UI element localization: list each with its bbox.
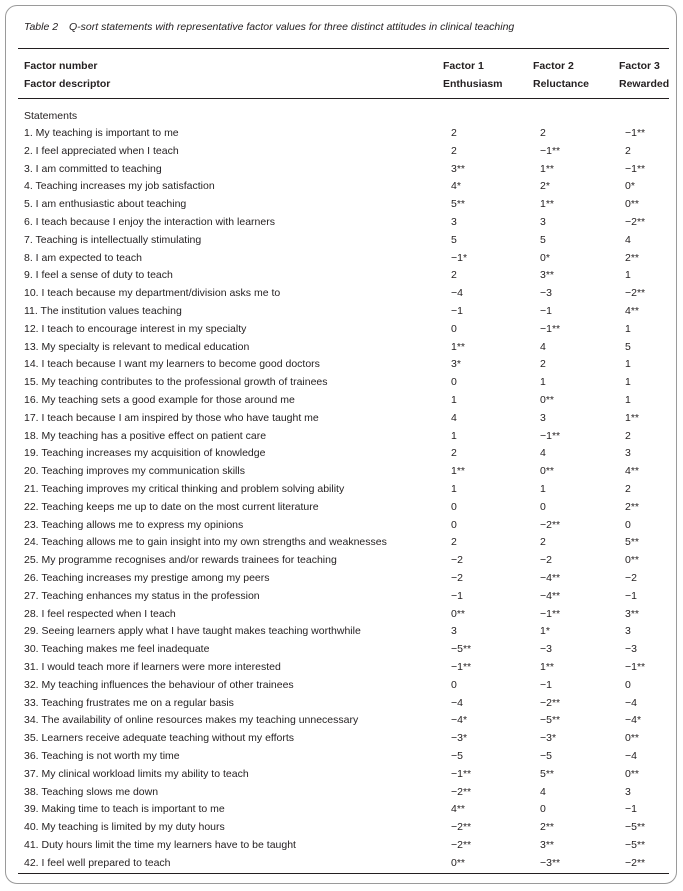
factor-3-value: 2: [625, 429, 631, 442]
table-row: [0, 411, 683, 429]
factor-1-value: 0**: [451, 607, 466, 620]
factor-1-value: 3*: [451, 358, 461, 371]
factor-3-value: 3: [625, 447, 631, 460]
statement-text: 4. Teaching increases my job satisfaction: [24, 180, 215, 193]
statement-text: 18. My teaching has a positive effect on patient care: [24, 429, 267, 442]
table-row: [0, 322, 683, 340]
factor-3-number: Factor 3: [619, 60, 660, 72]
factor-number-label: Factor number: [24, 60, 98, 72]
section-label: Statements: [24, 110, 78, 122]
table-row: [0, 660, 683, 678]
factor-2-value: 3**: [540, 839, 555, 851]
table-row: [0, 731, 683, 749]
statement-text: 9. I feel a sense of duty to teach: [24, 269, 173, 282]
factor-2-value: −5**: [540, 714, 561, 727]
statement-text: 25. My programme recognises and/or rewards trainees for teaching: [24, 554, 337, 567]
factor-2-value: 0: [540, 803, 546, 816]
factor-1-value: −1: [451, 589, 463, 602]
statement-text: 37. My clinical workload limits my ability to teach: [24, 767, 249, 780]
factor-1-value: 0: [451, 376, 457, 389]
factor-3-value: 0**: [625, 198, 640, 211]
factor-2-value: 1*: [540, 625, 550, 638]
factor-1-value: −2: [451, 572, 463, 584]
factor-2-value: 0**: [540, 465, 555, 478]
factor-1-value: 0: [451, 678, 457, 691]
factor-2-value: −3*: [540, 732, 557, 745]
table-row: [0, 179, 683, 197]
factor-3-value: −1: [625, 589, 637, 602]
factor-1-value: 0**: [451, 856, 466, 869]
factor-1-value: 2: [451, 144, 457, 157]
statement-text: 33. Teaching frustrates me on a regular basis: [24, 696, 234, 709]
factor-1-value: −1*: [451, 251, 468, 264]
factor-1-value: −5**: [451, 643, 472, 656]
statement-text: 23. Teaching allows me to express my opinions: [24, 518, 244, 531]
factor-3-value: 2: [625, 483, 631, 495]
table-row: [0, 144, 683, 162]
factor-3-value: 2**: [625, 251, 640, 264]
table-row: [0, 286, 683, 304]
statement-text: 21. Teaching improves my critical thinking and problem solving ability: [24, 483, 345, 495]
table-row: [0, 589, 683, 607]
factor-1-value: 2: [451, 536, 457, 549]
statement-text: 1. My teaching is important to me: [24, 127, 179, 139]
statement-text: 30. Teaching makes me feel inadequate: [24, 643, 210, 656]
table-row: [0, 607, 683, 625]
factor-1-value: −3*: [451, 732, 468, 745]
factor-1-value: −2**: [451, 821, 472, 834]
factor-1-value: 0: [451, 518, 457, 531]
table-row: [0, 340, 683, 358]
factor-1-value: 1: [451, 483, 457, 495]
factor-2-value: 3: [540, 411, 546, 424]
statement-text: 5. I am enthusiastic about teaching: [24, 198, 187, 211]
table-row: [0, 696, 683, 714]
factor-1-number: Factor 1: [443, 60, 484, 72]
statement-text: 42. I feel well prepared to teach: [24, 856, 171, 869]
factor-3-value: 0**: [625, 732, 640, 745]
table-row: [0, 535, 683, 553]
factor-2-value: 0*: [540, 251, 550, 264]
factor-2-number: Factor 2: [533, 60, 574, 72]
table-row: [0, 678, 683, 696]
factor-2-value: 4: [540, 447, 546, 460]
factor-3-value: −4*: [625, 714, 642, 727]
factor-2-value: −1**: [540, 607, 561, 620]
statement-text: 12. I teach to encourage interest in my specialty: [24, 322, 247, 335]
factor-3-value: −1**: [625, 127, 646, 139]
factor-3-value: 0: [625, 518, 631, 531]
statement-text: 19. Teaching increases my acquisition of knowledge: [24, 447, 266, 460]
factor-3-value: −2: [625, 572, 637, 584]
statement-text: 14. I teach because I want my learners to become good doctors: [24, 358, 320, 371]
factor-1-value: 2: [451, 269, 457, 282]
factor-1-value: 1**: [451, 465, 466, 478]
top-rule: [18, 48, 669, 49]
factor-1-value: 4**: [451, 803, 466, 816]
factor-3-value: 0**: [625, 767, 640, 780]
factor-2-value: −1: [540, 305, 552, 317]
factor-1-value: 0: [451, 500, 457, 513]
table-title: Q-sort statements with representative factor values for three distinct attitudes in clinical teaching: [68, 21, 515, 33]
factor-1-value: −1**: [451, 661, 472, 673]
table-row: [0, 233, 683, 251]
factor-3-value: 1**: [625, 411, 640, 424]
statement-text: 13. My specialty is relevant to medical education: [24, 340, 250, 353]
statement-text: 20. Teaching improves my communication skills: [24, 465, 245, 478]
statement-text: 16. My teaching sets a good example for those around me: [24, 394, 295, 406]
statement-text: 11. The institution values teaching: [24, 305, 182, 317]
statement-text: 39. Making time to teach is important to me: [24, 803, 225, 816]
factor-2-value: 4: [540, 340, 546, 353]
factor-3-value: −4: [625, 696, 637, 709]
table-caption: [24, 21, 514, 33]
table-row: [0, 571, 683, 589]
factor-2-value: 4: [540, 785, 546, 798]
factor-2-value: −5: [540, 750, 552, 762]
factor-1-value: 5: [451, 233, 457, 246]
factor-3-value: 0**: [625, 554, 640, 567]
factor-3-value: 5**: [625, 536, 640, 549]
table-row: [0, 642, 683, 660]
factor-2-value: −4**: [540, 572, 561, 584]
factor-descriptor-label: Factor descriptor: [24, 78, 111, 90]
table-row: [0, 304, 683, 322]
factor-2-value: −3: [540, 643, 552, 656]
factor-3-value: −3: [625, 643, 637, 656]
factor-3-value: −5**: [625, 821, 646, 834]
factor-3-value: −5**: [625, 839, 646, 851]
statement-text: 3. I am committed to teaching: [24, 162, 162, 175]
factor-2-value: 2**: [540, 821, 555, 834]
factor-2-value: 2*: [540, 180, 550, 193]
statement-text: 26. Teaching increases my prestige among my peers: [24, 572, 270, 584]
factor-2-value: −1**: [540, 429, 561, 442]
table-row: [0, 197, 683, 215]
factor-1-value: −4*: [451, 714, 468, 727]
factor-3-value: 1: [625, 358, 631, 371]
factor-3-value: 1: [625, 394, 631, 406]
factor-2-value: −1**: [540, 144, 561, 157]
table-row: [0, 856, 683, 874]
table-row: [0, 162, 683, 180]
factor-2-value: 5: [540, 233, 546, 246]
statement-text: 31. I would teach more if learners were more interested: [24, 661, 281, 673]
factor-1-value: 4: [451, 411, 457, 424]
table-row: [0, 767, 683, 785]
factor-2-value: 3: [540, 216, 546, 228]
factor-2-value: 2: [540, 127, 546, 139]
statement-text: 24. Teaching allows me to gain insight into my own strengths and weaknesses: [24, 536, 387, 549]
factor-1-value: −2**: [451, 839, 472, 851]
statement-text: 8. I am expected to teach: [24, 251, 142, 264]
table-row: [0, 215, 683, 233]
factor-2-value: 3**: [540, 269, 555, 282]
factor-1-descriptor: Enthusiasm: [443, 78, 503, 90]
factor-2-value: −2**: [540, 518, 561, 531]
factor-1-value: 5**: [451, 198, 466, 211]
factor-2-value: 2: [540, 536, 546, 549]
table-row: [0, 553, 683, 571]
table-row: [0, 375, 683, 393]
table-row: [0, 802, 683, 820]
factor-3-value: 0: [625, 678, 631, 691]
table-row: [0, 268, 683, 286]
factor-2-value: −1**: [540, 322, 561, 335]
factor-1-value: 1**: [451, 340, 466, 353]
factor-1-value: −1**: [451, 767, 472, 780]
statement-text: 7. Teaching is intellectually stimulating: [24, 233, 202, 246]
factor-1-value: −4: [451, 696, 463, 709]
statement-text: 6. I teach because I enjoy the interaction with learners: [24, 216, 275, 228]
factor-3-value: 1: [625, 269, 631, 282]
statement-text: 2. I feel appreciated when I teach: [24, 144, 179, 157]
statement-text: 10. I teach because my department/division asks me to: [24, 287, 281, 300]
statement-text: 17. I teach because I am inspired by those who have taught me: [24, 411, 319, 424]
factor-2-value: −2**: [540, 696, 561, 709]
table-row: [0, 820, 683, 838]
table-row: [0, 126, 683, 144]
statement-text: 41. Duty hours limit the time my learners have to be taught: [24, 839, 296, 851]
bottom-rule: [18, 873, 669, 874]
header-rule: [18, 98, 669, 99]
statement-text: 36. Teaching is not worth my time: [24, 750, 180, 762]
factor-3-value: −4: [625, 750, 637, 762]
factor-2-value: 2: [540, 358, 546, 371]
table-row: [0, 518, 683, 536]
factor-3-value: −1: [625, 803, 637, 816]
factor-3-descriptor: Rewarded: [619, 78, 670, 90]
table-row: [0, 482, 683, 500]
statement-text: 35. Learners receive adequate teaching without my efforts: [24, 732, 295, 745]
factor-2-value: 1: [540, 376, 546, 389]
factor-2-value: 1: [540, 483, 546, 495]
statement-text: 28. I feel respected when I teach: [24, 607, 176, 620]
factor-1-value: −4: [451, 287, 463, 300]
factor-3-value: 5: [625, 340, 631, 353]
factor-3-value: −2**: [625, 856, 646, 869]
factor-2-value: −4**: [540, 589, 561, 602]
table-row: [0, 713, 683, 731]
factor-1-value: 1: [451, 429, 457, 442]
statement-text: 40. My teaching is limited by my duty hours: [24, 821, 225, 834]
factor-1-value: −1: [451, 305, 463, 317]
factor-3-value: 3**: [625, 607, 640, 620]
factor-1-value: 1: [451, 394, 457, 406]
factor-3-value: −2**: [625, 287, 646, 300]
factor-3-value: 2**: [625, 500, 640, 513]
factor-3-value: 0*: [625, 180, 635, 193]
factor-2-value: −3: [540, 287, 552, 300]
factor-1-value: 4*: [451, 180, 461, 193]
factor-3-value: −1**: [625, 162, 646, 175]
table-row: [0, 785, 683, 803]
table-row: [0, 357, 683, 375]
statement-text: 27. Teaching enhances my status in the profession: [24, 589, 260, 602]
factor-3-value: 4**: [625, 465, 640, 478]
factor-2-value: −1: [540, 678, 552, 691]
statement-text: 22. Teaching keeps me up to date on the most current literature: [24, 500, 319, 513]
factor-3-value: 4**: [625, 305, 640, 317]
table-row: [0, 464, 683, 482]
table-row: [0, 446, 683, 464]
factor-1-value: 3: [451, 625, 457, 638]
table-label: Table 2: [24, 21, 59, 33]
factor-3-value: 4: [625, 233, 631, 246]
factor-1-value: 2: [451, 127, 457, 139]
factor-2-value: −2: [540, 554, 552, 567]
statement-text: 38. Teaching slows me down: [24, 785, 159, 798]
factor-3-value: −1**: [625, 661, 646, 673]
factor-2-value: 1**: [540, 661, 555, 673]
factor-2-value: 5**: [540, 767, 555, 780]
statement-text: 32. My teaching influences the behaviour of other trainees: [24, 678, 294, 691]
factor-1-value: 3: [451, 216, 457, 228]
table-row: [0, 838, 683, 856]
factor-2-value: 0: [540, 500, 546, 513]
table-row: [0, 500, 683, 518]
table-row: [0, 251, 683, 269]
factor-1-value: −5: [451, 750, 463, 762]
table-row: [0, 749, 683, 767]
factor-2-value: 1**: [540, 162, 555, 175]
statement-text: 29. Seeing learners apply what I have taught makes teaching worthwhile: [24, 625, 361, 638]
factor-1-value: 3**: [451, 162, 466, 175]
table-row: [0, 624, 683, 642]
factor-3-value: 3: [625, 625, 631, 638]
statement-text: 15. My teaching contributes to the professional growth of trainees: [24, 376, 328, 389]
factor-1-value: −2: [451, 554, 463, 567]
factor-3-value: −2**: [625, 216, 646, 228]
table-row: [0, 393, 683, 411]
factor-2-value: −3**: [540, 856, 561, 869]
factor-1-value: −2**: [451, 785, 472, 798]
statement-text: 34. The availability of online resources makes my teaching unnecessary: [24, 714, 359, 727]
factor-3-value: 3: [625, 785, 631, 798]
table-row: [0, 429, 683, 447]
factor-1-value: 0: [451, 322, 457, 335]
factor-2-value: 1**: [540, 198, 555, 211]
factor-1-value: 2: [451, 447, 457, 460]
factor-3-value: 2: [625, 144, 631, 157]
factor-2-descriptor: Reluctance: [533, 78, 590, 90]
factor-3-value: 1: [625, 376, 631, 389]
factor-2-value: 0**: [540, 394, 555, 406]
factor-3-value: 1: [625, 322, 631, 335]
